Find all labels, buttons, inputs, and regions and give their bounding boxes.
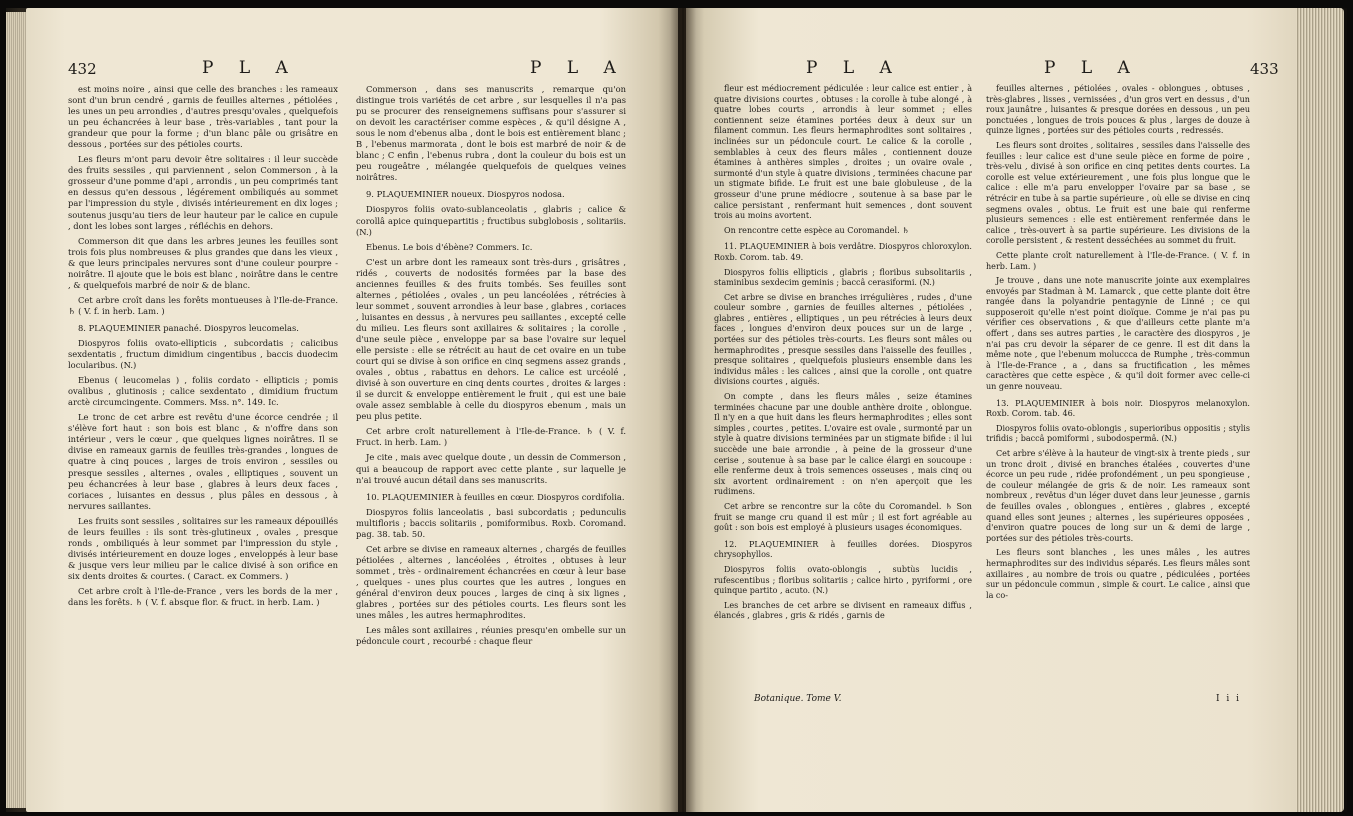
paragraph: C'est un arbre dont les rameaux sont très-durs , grisâtres , ridés , couverts de nodosités formées par la base des anciennes feuilles & des fruits tombés. Ses feuilles sont alternes , pétiolées , ovales , un peu lancéolées , rétrécies à leur sommet , souvent arrondies à leur base , glabres , coriaces , luisantes en dessus , à nervures peu saillantes , excepté celle du milieu. Les fleurs sont axillaires & solitaires ; la corolle , d'une seule pièce , enveloppe par sa base l'ovaire sur lequel elle persiste : elle se rétrécit au haut de cet ovaire en un tube court qui se divise à son orifice en cinq segmens assez grands , ovales , obtus , rabattus en dehors. Le calice est urcéolé , divisé à son ouverture en cinq dents courtes , droites & larges : il se durcit & enveloppe entièrement le fruit , qui est une baie ovale assez semblable à celle du diospyros ebenum , mais un peu plus petite. <box>356 256 626 422</box>
paragraph: Diospyros foliis ovato-ellipticis , subcordatis ; calicibus sexdentatis , fructum dimidium cingentibus , baccis duodecim locularibus. (N.) <box>68 337 338 371</box>
paragraph: Diospyros foliis ovato-oblongis , subtùs lucidis , rufescentibus ; floribus solitariis ; calice hirto , pyriformi , ore quinque partito , acuto. (N.) <box>714 564 972 596</box>
page-number-right: 433 <box>1250 60 1279 78</box>
paragraph: Diospyros foliis ellipticis , glabris ; floribus subsolitariis , staminibus sexdecim geminis ; baccâ cerasiformi. (N.) <box>714 267 972 288</box>
paragraph: 9. PLAQUEMINIER noueux. Diospyros nodosa. <box>366 189 565 200</box>
paragraph: On compte , dans les fleurs mâles , seize étamines terminées chacune par une double anthère droite , oblongue. Il n'y en a que huit dans les fleurs hermaphrodites ; elles sont simples , courtes , petites. L'ovaire est ovale , surmonté par un style à quatre divisions terminées par un stigmate bifide : il lui succède une baie arrondie , à peine de la grosseur d'une cerise , soutenue à sa base par le calice élargi en soucoupe : elle renferme deux à trois semences osseuses , mais cinq ou six avortent ordinairement : on n'en aperçoit que les rudimens. <box>714 392 972 497</box>
paragraph: Ebenus. Le bois d'ébène? Commers. Ic. <box>366 241 533 252</box>
paragraph: Les fleurs sont droites , solitaires , sessiles dans l'aisselle des feuilles : leur calice est d'une seule pièce en forme de poire , très-velu , divisé à son orifice en cinq petites dents courtes. La corolle est velue extérieurement , une fois plus longue que le calice : elle m'a paru envelopper l'ovaire par sa base , se rétrécir en tube à sa partie supérieure , où elle se divise en cinq segmens ovales , obtus. Le fruit est une baie qui renferme plusieurs semences : elle est entièrement renfermée dans le calice , très-ouvert à sa partie supérieure. Les divisions de la corolle persistent , & restent desséchées au sommet du fruit. <box>986 140 1250 246</box>
running-head: P L A <box>806 58 902 78</box>
paragraph: feuilles alternes , pétiolées , ovales - oblongues , obtuses , très-glabres , lisses , vernissées , d'un gros vert en dessus , d'un roux jaunâtre , luisantes & presque dorées en dessous , un peu ponctuées , longues de trois pouces & plus , larges de douze à quinze lignes , portées sur des pétioles courts , redressés. <box>986 84 1250 136</box>
paragraph: Diospyros foliis ovato-sublanceolatis , glabris ; calice & corollâ apice quinquepartitis ; fructibus subglobosis , solitariis. (N.) <box>356 204 626 237</box>
paragraph: Je cite , mais avec quelque doute , un dessin de Commerson , qui a beaucoup de rapport avec cette plante , sur laquelle je n'ai trouvé aucun détail dans ses manuscrits. <box>356 452 626 485</box>
paragraph: On rencontre cette espèce au Coromandel. ♄ <box>724 225 910 235</box>
paragraph: Cet arbre se divise en branches irrégulières , rudes , d'une couleur sombre , garnies de feuilles alternes , pétiolées , glabres , entières , elliptiques , un peu rétrécies à leurs deux faces , longues d'environ deux pouces sur un de large , portées sur des pétioles très-courts. Les fleurs sont mâles ou hermaphrodites , presque sessiles dans l'aisselle des feuilles , presque solitaires , quelquefois plusieurs ensemble dans les individus mâles : les calices , ainsi que la corolle , ont quatre divisions courtes , aiguës. <box>714 292 972 387</box>
paragraph: Cette plante croît naturellement à l'Ile-de-France. ( V. f. in herb. Lam. ) <box>986 250 1250 271</box>
paragraph: 12. PLAQUEMINIER à feuilles dorées. Diospyros chrysophyllos. <box>714 539 972 560</box>
paragraph: 13. PLAQUEMINIER à bois noir. Diospyros melanoxylon. Roxb. Corom. tab. 46. <box>986 398 1250 419</box>
paragraph: 11. PLAQUEMINIER à bois verdâtre. Diospyros chloroxylon. Roxb. Corom. tab. 49. <box>714 242 972 262</box>
paragraph: Les branches de cet arbre se divisent en rameaux diffus , élancés , glabres , gris & ridés , garnis de <box>714 600 972 621</box>
running-head: P L A <box>202 58 298 78</box>
right-page-column-2 <box>986 84 1250 605</box>
signature-mark: I i i <box>1216 694 1242 704</box>
left-page-column-2 <box>356 84 626 651</box>
page-edges-left <box>6 12 26 808</box>
paragraph: Commerson dit que dans les arbres jeunes les feuilles sont trois fois plus nombreuses & plus grandes que dans les vieux , & que leurs principales nervures sont d'une couleur pourpre - noirâtre. Il ajoute que le bois est blanc , noirâtre dans le centre , & quelquefois marbré de noir & de blanc. <box>68 235 338 290</box>
paragraph: Le tronc de cet arbre est revêtu d'une écorce cendrée ; il s'élève fort haut : son bois est blanc , & n'offre dans son intérieur , vers le cœur , que quelques lignes noirâtres. Il se divise en rameaux garnis de feuilles très-grandes , longues de quatre à cinq pouces , larges de trois environ , sessiles ou presque sessiles , alternes , ovales , elliptiques , souvent un peu échancrées à leur base , glabres à leurs deux faces , coriaces , luisantes en dessus , plus pâles en dessous , à nervures saillantes. <box>68 412 338 511</box>
paragraph: est moins noire , ainsi que celle des branches : les rameaux sont d'un brun cendré , garnis de feuilles alternes , pétiolées , les unes un peu arrondies , d'autres presqu'ovales , quelquefois un peu échancrées à leur base , très-variables , tant pour la grandeur que pour la forme ; d'un blanc pâle ou grisâtre en dessous , portées sur des pétioles courts. <box>68 84 338 150</box>
paragraph: Les fleurs m'ont paru devoir être solitaires : il leur succède des fruits sessiles , qui parviennent , selon Commerson , à la grosseur d'une pomme d'api , arrondis , un peu comprimés tant en dessus qu'en dessous , légérement ombiliqués au sommet par l'impression du style , divisés intérieurement en dix loges ; soutenus jusqu'au tiers de leur hauteur par le calice en cupule , dont les lobes sont larges , réfléchis en dehors. <box>68 154 338 231</box>
page-number-left: 432 <box>68 60 97 78</box>
paragraph: fleur est médiocrement pédiculée : leur calice est entier , à quatre divisions courtes , obtuses : la corolle à tube alongé , à quatre lobes courts , arrondis à leur sommet ; elles contiennent seize étamines portées deux à deux sur un filament commun. Les fleurs hermaphrodites sont solitaires , inclinées sur un pédoncule court. Le calice & la corolle , semblables à ceux des fleurs mâles , contiennent douze étamines à anthères simples , droites ; un ovaire ovale , surmonté d'un style à quatre divisions , terminées chacune par un stigmate bifide. Le fruit est une baie globuleuse , de la grosseur d'une prune médiocre , soutenue à sa base par le calice persistant , renfermant huit semences , dont souvent trois au moins avortent. <box>714 84 972 221</box>
running-head: P L A <box>1044 58 1140 78</box>
page-edges-right <box>1296 8 1344 812</box>
left-page-header <box>26 58 678 82</box>
paragraph: Cet arbre croît naturellement à l'Ile-de-France. ♄ ( V. f. Fruct. in herb. Lam. ) <box>356 426 626 448</box>
running-head: P L A <box>530 58 626 78</box>
paragraph: 8. PLAQUEMINIER panaché. Diospyros leucomelas. <box>78 322 299 333</box>
paragraph: Cet arbre croît dans les forêts montueuses à l'Ile-de-France. ♄ ( V. f. in herb. Lam. ) <box>68 294 338 316</box>
left-page-column-1 <box>68 84 338 612</box>
open-book <box>6 8 1347 812</box>
paragraph: Cet arbre s'élève à la hauteur de vingt-six à trente pieds , sur un tronc droit , divisé en branches étalées , couvertes d'une écorce un peu rude , ridée profondément , un peu spongieuse , de couleur mélangée de gris & de noir. Les rameaux sont nombreux , revêtus d'un léger duvet dans leur jeunesse , garnis de feuilles ovales , oblongues , entières , glabres , excepté quand elles sont jeunes ; alternes , les supérieures opposées , d'environ quatre pouces de long sur un & demi de large , portées sur des pétioles très-courts. <box>986 449 1250 543</box>
paragraph: Diospyros foliis ovato-oblongis , superioribus oppositis ; stylis trifidis ; baccâ pomiformi , subodospermâ. (N.) <box>986 423 1250 444</box>
paragraph: Diospyros foliis lanceolatis , basi subcordatis ; pedunculis multifloris ; baccis solitariis , pomiformibus. Roxb. Coromand. pag. 38. tab. 50. <box>356 506 626 539</box>
paragraph: Cet arbre croît à l'Ile-de-France , vers les bords de la mer , dans les forêts. ♄ ( V. f. absque flor. & fruct. in herb. Lam. ) <box>68 585 338 608</box>
right-page <box>686 8 1296 812</box>
left-page <box>26 8 678 812</box>
paragraph: Ebenus ( leucomelas ) , foliis cordato - ellipticis ; pomis ovalibus , glutinosis ; calice sexdentato , dimidium fructum arctè circumcingente. Commers. Mss. n°. 149. Ic. <box>68 375 338 408</box>
paragraph: Cet arbre se divise en rameaux alternes , chargés de feuilles pétiolées , alternes , lancéolées , étroites , obtuses à leur sommet , très - ordinairement échancrées en cœur à leur base , quelques - unes plus courtes que les autres , longues en général d'environ deux pouces , larges de cinq à six lignes , glabres , portées sur des pétioles courts. Les fleurs sont les unes mâles , les autres hermaphrodites. <box>356 543 626 621</box>
right-page-header <box>686 58 1296 82</box>
paragraph: Je trouve , dans une note manuscrite jointe aux exemplaires envoyés par Stadman à M. Lamarck , que cette plante doit être rangée dans la polyandrie pentagynie de Linné ; ce qui supposeroit qu'elle n'est point dioïque. Comme je n'ai pas pu vérifier ces observations , & que d'ailleurs cette plante m'a offert , dans ses autres parties , le caractère des diospyros , je n'ai pas cru devoir la séparer de ce genre. Il est dit dans la même note , que l'ebenum moluccca de Rumphe , très-commun à l'Ile-de-France , a , dans sa fructification , les mêmes caractères que cette espèce , & qu'il doit former avec celle-ci un genre nouveau. <box>986 276 1250 392</box>
paragraph: Les mâles sont axillaires , réunies presqu'en ombelle sur un pédoncule court , recourbé : chaque fleur <box>356 625 626 647</box>
right-page-column-1 <box>714 84 972 626</box>
paragraph: Commerson , dans ses manuscrits , remarque qu'on distingue trois variétés de cet arbre , sur lesquelles il n'a pas pu se procurer des renseignemens suffisans pour s'assurer si on devoit les caractériser comme espèces , & qu'il désigne A , sous le nom d'ebenus alba , dont le bois est entièrement blanc ; B , l'ebenus marmorata , dont le bois est marbré de noir & de blanc ; C enfin , l'ebenus rubra , dont la couleur du bois est un peu rougeâtre , mélangée quelquefois de quelques veines noirâtres. <box>356 84 626 183</box>
footer-title: Botanique. Tome V. <box>754 694 842 704</box>
paragraph: Cet arbre se rencontre sur la côte du Coromandel. ♄ Son fruit se mange cru quand il est mûr ; il est fort agréable au goût : son bois est employé à plusieurs usages économiques. <box>714 501 972 533</box>
paragraph: Les fleurs sont blanches , les unes mâles , les autres hermaphrodites sur des individus séparés. Les fleurs mâles sont axillaires , au nombre de trois ou quatre , pédiculées , portées sur un pédoncule commun , simple & court. Le calice , ainsi que la co- <box>986 548 1250 600</box>
paragraph: Les fruits sont sessiles , solitaires sur les rameaux dépouillés de leurs feuilles : ils sont très-glutineux , ovales , presque ronds , ombiliqués à leur sommet par l'impression du style , divisés intérieurement en douze loges , enveloppés à leur base & jusque vers leur milieu par le calice divisé à son orifice en six dents droites & courtes. ( Caract. ex Commers. ) <box>68 515 338 581</box>
paragraph: 10. PLAQUEMINIER à feuilles en cœur. Diospyros cordifolia. <box>366 491 625 502</box>
